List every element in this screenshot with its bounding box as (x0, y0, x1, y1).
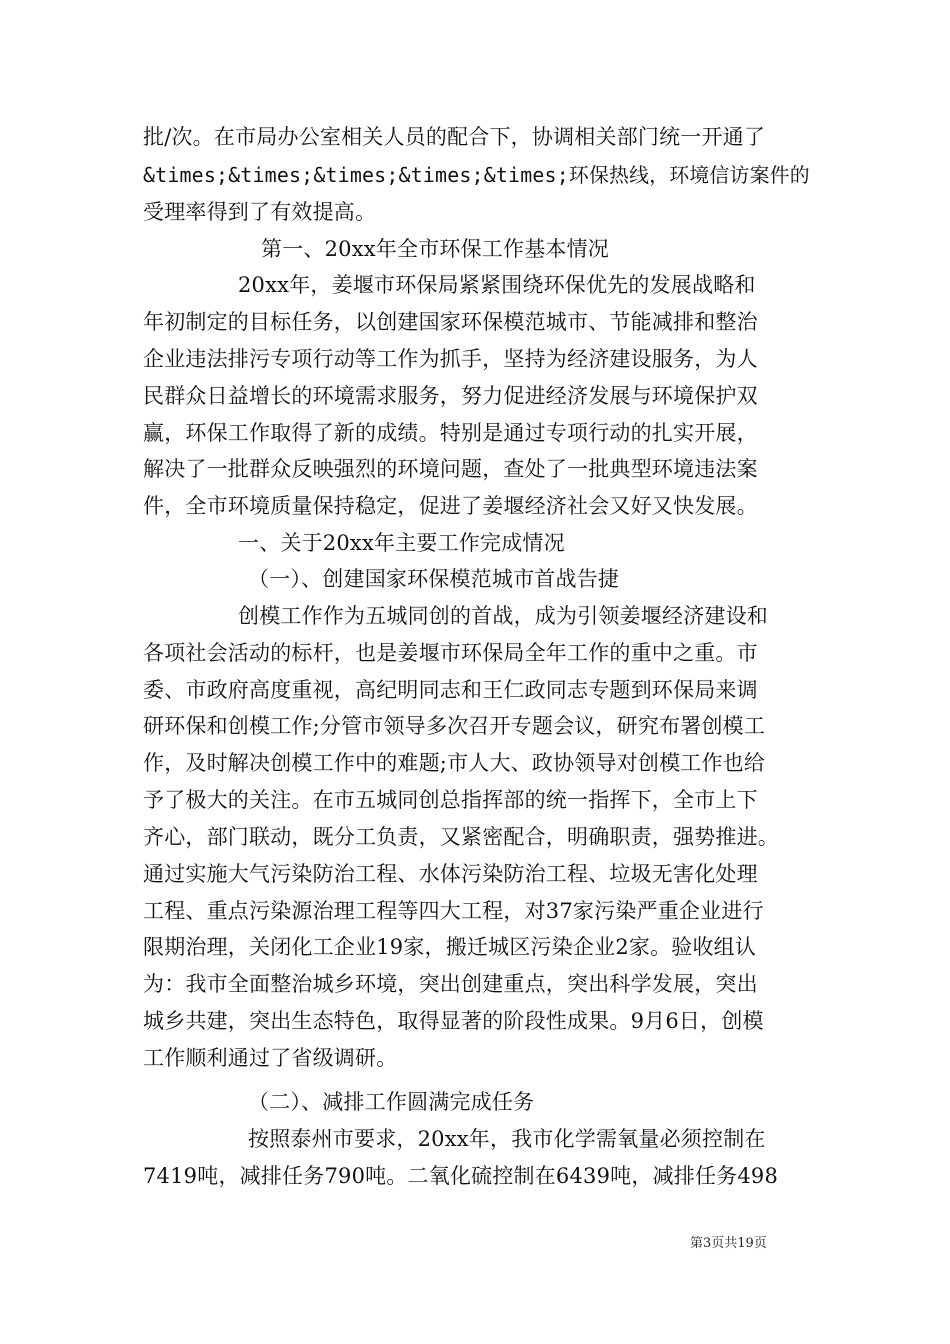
section-heading: 一、关于20xx年主要工作完成情况 (238, 531, 565, 555)
text-line: 创模工作作为五城同创的首战，成为引领姜堰经济建设和 (238, 604, 768, 628)
text-line: 城乡共建，突出生态特色，取得显著的阶段性成果。9月6日，创模 (143, 1009, 764, 1033)
text-line: 20xx年，姜堰市环保局紧紧围绕环保优先的发展战略和 (238, 273, 756, 297)
text-line: 齐心，部门联动，既分工负责，又紧密配合，明确职责，强势推进。 (143, 825, 779, 849)
text-line: 7419吨，减排任务790吨。二氧化硫控制在6439吨，减排任务498 (143, 1164, 779, 1188)
text-line: 限期治理，关闭化工企业19家，搬迁城区污染企业2家。验收组认 (143, 935, 757, 959)
text-line: 工程、重点污染源治理工程等四大工程，对37家污染严重企业进行 (143, 899, 764, 923)
text-line: &times;&times;&times;&times;&times;环保热线，环境信访案件的 (143, 163, 810, 187)
section-heading: 第一、20xx年全市环保工作基本情况 (261, 237, 610, 261)
text-line: 作，及时解决创模工作中的难题;市人大、政协领导对创模工作也给 (143, 751, 766, 775)
text-line: 委、市政府高度重视，高纪明同志和王仁政同志专题到环保局来调 (143, 678, 758, 702)
text-line: 研环保和创模工作;分管市领导多次召开专题会议，研究布署创模工 (143, 714, 766, 738)
text-line: 予了极大的关注。在市五城同创总指挥部的统一指挥下，全市上下 (143, 788, 758, 812)
page-number: 第3页共19页 (690, 1236, 767, 1251)
text-line: 按照泰州市要求，20xx年，我市化学需氧量必须控制在 (248, 1127, 766, 1151)
text-line: 通过实施大气污染防治工程、水体污染防治工程、垃圾无害化处理 (143, 862, 758, 886)
text-line: 工作顺利通过了省级调研。 (143, 1046, 398, 1070)
subsection-heading: （一）、创建国家环保模范城市首战告捷 (248, 567, 620, 591)
text-line: 民群众日益增长的环境需求服务，努力促进经济发展与环境保护双 (143, 384, 758, 408)
text-line: 年初制定的目标任务，以创建国家环保模范城市、节能减排和整治 (143, 310, 758, 334)
text-line: 各项社会活动的标杆，也是姜堰市环保局全年工作的重中之重。市 (143, 641, 758, 665)
subsection-heading: （二）、减排工作圆满完成任务 (248, 1090, 535, 1114)
text-line: 为：我市全面整治城乡环境，突出创建重点，突出科学发展，突出 (143, 972, 758, 996)
text-line: 批/次。在市局办公室相关人员的配合下，协调相关部门统一开通了 (143, 125, 766, 149)
text-line: 解决了一批群众反映强烈的环境问题，查处了一批典型环境违法案 (143, 457, 758, 481)
text-line: 企业违法排污专项行动等工作为抓手，坚持为经济建设服务，为人 (143, 347, 758, 371)
text-line: 赢，环保工作取得了新的成绩。特别是通过专项行动的扎实开展， (143, 421, 758, 445)
text-line: 件，全市环境质量保持稳定，促进了姜堰经济社会又好又快发展。 (143, 494, 758, 518)
text-line: 受理率得到了有效提高。 (143, 200, 377, 224)
